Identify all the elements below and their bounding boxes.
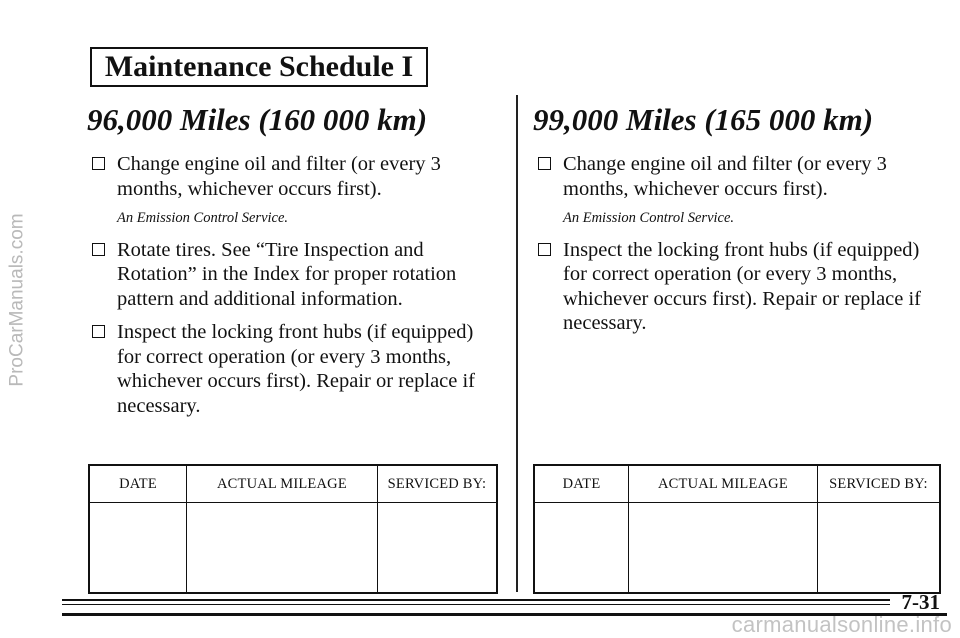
checkbox-icon[interactable] [92, 325, 105, 338]
serviced-by-cell[interactable] [817, 503, 940, 594]
page-number: 7-31 [901, 590, 940, 614]
section-99000-miles [533, 98, 943, 345]
column-divider [516, 95, 518, 592]
side-watermark-text: ProCarManuals.com [7, 213, 29, 387]
section-heading: 96,000 Miles (160 000 km) [87, 102, 428, 137]
checkbox-icon[interactable] [538, 243, 551, 256]
checkbox-icon[interactable] [92, 157, 105, 170]
service-log-table-right [533, 464, 941, 594]
item-text: Change engine oil and filter (or every 3 months, whichever occurs first). [117, 153, 441, 200]
table-header-row [89, 465, 497, 503]
checkbox-icon[interactable] [92, 243, 105, 256]
table-row [534, 503, 940, 594]
date-column-header: DATE [534, 465, 629, 503]
checklist-item [533, 152, 943, 231]
service-log-table-left [88, 464, 498, 594]
mileage-column-header: ACTUAL MILEAGE [629, 465, 818, 503]
serviced-by-column-header: SERVICED BY: [377, 465, 497, 503]
checklist-item [87, 320, 497, 418]
item-text: Inspect the locking front hubs (if equipped) for correct operation (or every 3 months, whichever occurs first). Repair or replace if necessary. [117, 321, 476, 417]
checklist-item [87, 152, 497, 231]
mileage-column-header: ACTUAL MILEAGE [186, 465, 377, 503]
item-note: An Emission Control Service. [563, 210, 735, 226]
mileage-cell[interactable] [629, 503, 818, 594]
date-cell[interactable] [534, 503, 629, 594]
page-header-box [90, 47, 428, 87]
checklist-item [87, 238, 497, 312]
side-watermark [4, 40, 32, 560]
bottom-watermark: carmanualsonline.info [731, 612, 952, 637]
table-row [89, 503, 497, 594]
item-note: An Emission Control Service. [117, 210, 289, 226]
serviced-by-cell[interactable] [377, 503, 497, 594]
serviced-by-column-header: SERVICED BY: [817, 465, 940, 503]
section-heading: 99,000 Miles (165 000 km) [533, 102, 874, 137]
table-header-row [534, 465, 940, 503]
item-text: Change engine oil and filter (or every 3 months, whichever occurs first). [563, 153, 887, 200]
footer-rule-thin [62, 604, 890, 605]
page-title: Maintenance Schedule I [104, 50, 414, 83]
checkbox-icon[interactable] [538, 157, 551, 170]
mileage-cell[interactable] [186, 503, 377, 594]
item-text: Rotate tires. See “Tire Inspection and Rotation” in the Index for proper rotation pattern and additional information. [117, 238, 457, 310]
item-text: Inspect the locking front hubs (if equipped) for correct operation (or every 3 months, whichever occurs first). Repair or replace if necessary. [563, 238, 922, 334]
section-96000-miles [87, 98, 497, 427]
footer-rule-top [62, 599, 890, 601]
checklist-item [533, 238, 943, 336]
date-cell[interactable] [89, 503, 186, 594]
date-column-header: DATE [89, 465, 186, 503]
